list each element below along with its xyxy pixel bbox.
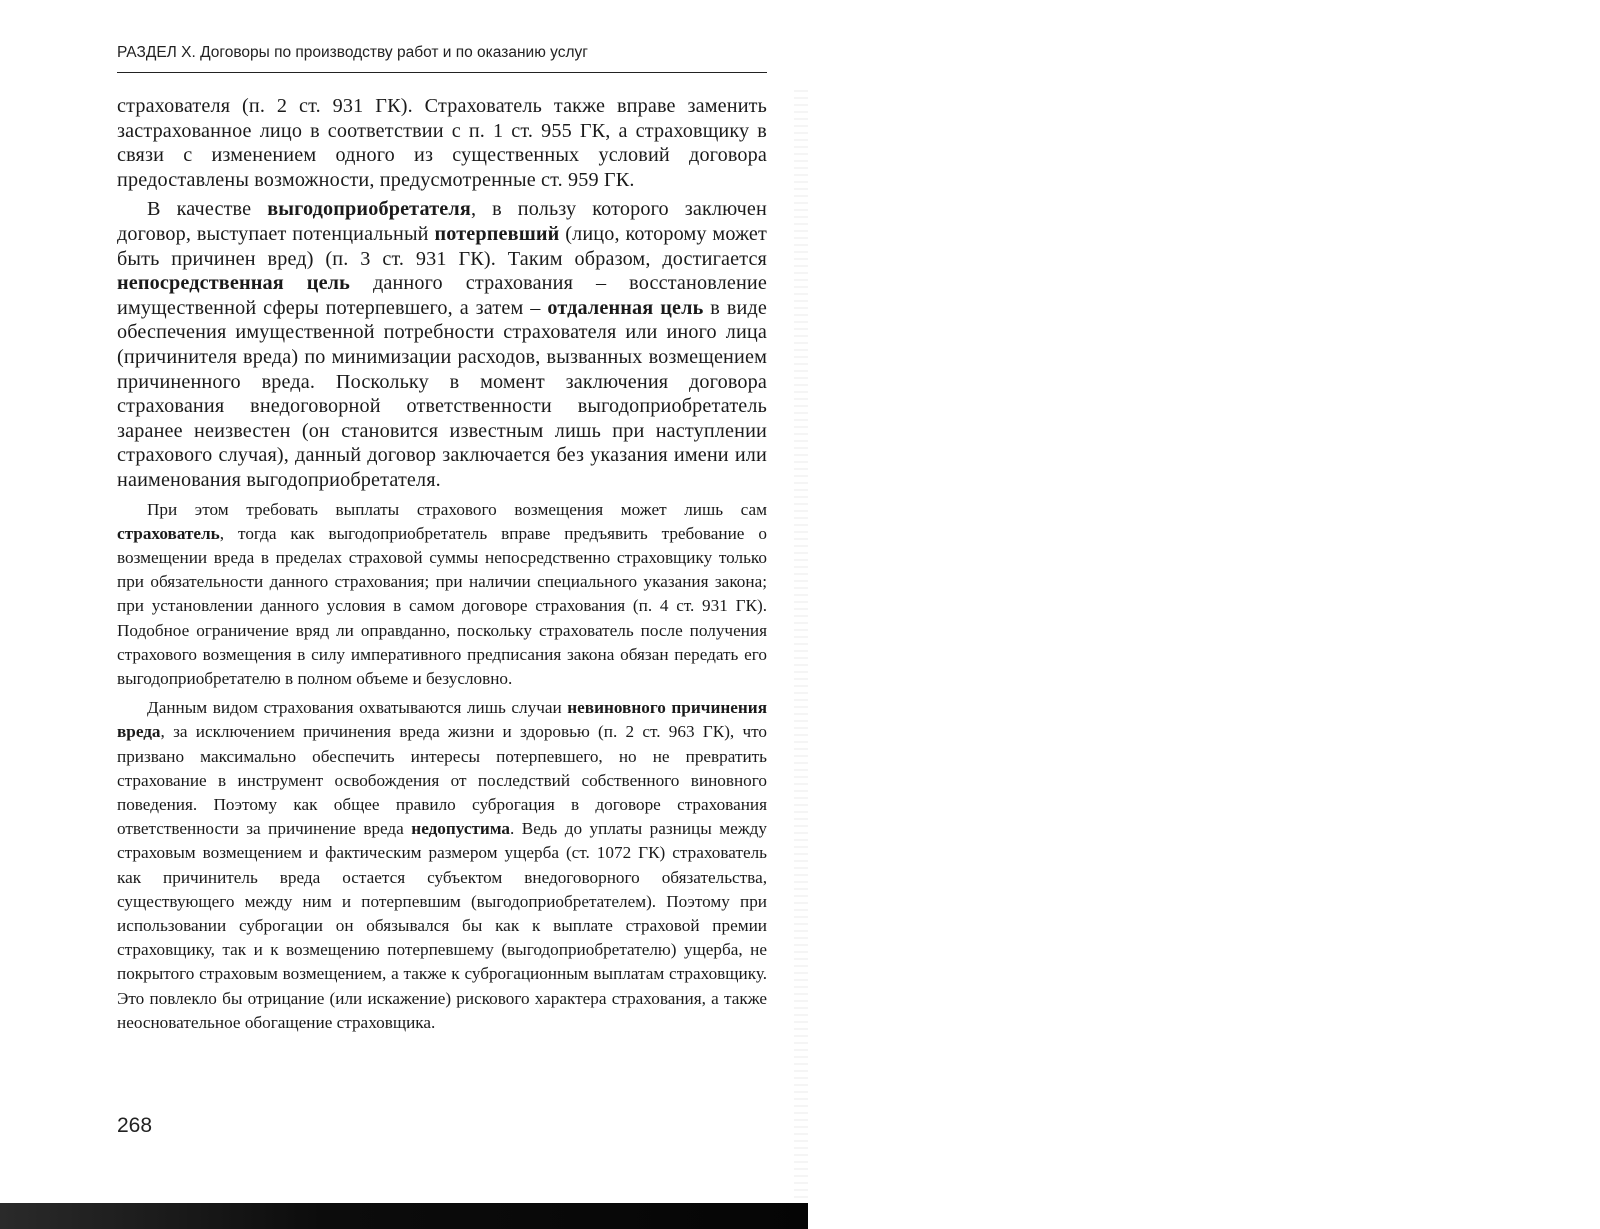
bold-term: невиновного причинения вреда xyxy=(117,698,767,742)
paragraph-3 xyxy=(117,498,767,692)
bold-term: страхователь xyxy=(117,523,220,543)
page-number: 268 xyxy=(117,1114,153,1137)
bold-term: непосредственная цель xyxy=(117,272,350,295)
bold-term: отдаленная цель xyxy=(547,296,704,319)
running-head: РАЗДЕЛ X. Договоры по производству работ и по оказанию услуг xyxy=(117,44,588,61)
text-run: в виде обеспечения имущественной потребности страхователя или иного лица (причинителя вреда) по минимизации расходов, вызванных возмещением причиненного вреда. Поскольку в момент заключения договора страхования внедоговорной ответственности выгодоприобретатель заранее неизвестен (он становится известным лишь при наступлении страхового случая), данный договор заключается без указания имени или наименования выгодоприобретателя. xyxy=(117,296,767,491)
text-run: При этом требовать выплаты страхового возмещения может лишь сам xyxy=(147,499,767,519)
body-text xyxy=(117,94,767,1040)
text-run: Данным видом страхования охватываются лишь случаи xyxy=(147,698,568,718)
paragraph-4 xyxy=(117,696,767,1035)
text-run: , за исключением причинения вреда жизни и здоровью (п. 2 ст. 963 ГК), что призвано максимально обеспечить интересы потерпевшего, но не превратить страхование в инструмент освобождения от последствий собственного виновного поведения. Поэтому как общее правило суброгация в договоре страхования ответственности за причинение вреда xyxy=(117,722,767,839)
bold-term: потерпевший xyxy=(434,222,560,245)
text-run: (лицо, которому может быть причинен вред) (п. 3 ст. 931 ГК). Таким образом, достигается xyxy=(117,222,768,270)
bold-term: недопустима xyxy=(411,819,511,839)
text-run: . Ведь до уплаты разницы между страховым возмещением и фактическим размером ущерба (ст. 1072 ГК) страхователь как причинитель вреда остается субъектом внедоговорного обязательства, существующего между ним и потерпевшим (выгодоприобретателем). Поэтому при использовании суброгации он обязывался бы как к выплате страховой премии страховщику, так и к возмещению потерпевшему (выгодоприобретателю) ущерба, не покрытого страховым возмещением, а также к суброгационным выплатам страховщику. Это повлекло бы отрицание (или искажение) рискового характера страхования, а также неосновательное обогащение страховщика. xyxy=(117,819,767,1032)
scan-bottom-edge xyxy=(0,1203,808,1229)
header-rule xyxy=(117,72,767,73)
paragraph-2 xyxy=(117,197,767,492)
text-run: В качестве xyxy=(147,198,268,221)
text-run: , тогда как выгодоприобретатель вправе предъявить требование о возмещении вреда в пределах страховой суммы непосредственно страховщику только при обязательности данного страхования; при наличии специального указания закона; при установлении данного условия в самом договоре страхования (п. 4 ст. 931 ГК). Подобное ограничение вряд ли оправданно, поскольку страхователь после получения страхового возмещения в силу императивного предписания закона обязан передать его выгодоприобретателю в полном объеме и безусловно. xyxy=(117,523,767,688)
scan-edge-noise xyxy=(794,90,808,1203)
text-run: страхователя (п. 2 ст. 931 ГК). Страхователь также вправе заменить застрахованное лицо в соответствии с п. 1 ст. 955 ГК, а страховщику в связи с изменением одного из существенных условий договора предоставлены возможности, предусмотренные ст. 959 ГК. xyxy=(117,95,767,191)
paragraph-1 xyxy=(117,94,767,192)
text-run: данного страхования – восстановление имущественной сферы потерпевшего, а затем – xyxy=(117,272,767,319)
text-run: , в пользу которого заключен договор, выступает потенциальный xyxy=(117,198,767,245)
bold-term: выгодоприобретателя xyxy=(267,198,471,221)
